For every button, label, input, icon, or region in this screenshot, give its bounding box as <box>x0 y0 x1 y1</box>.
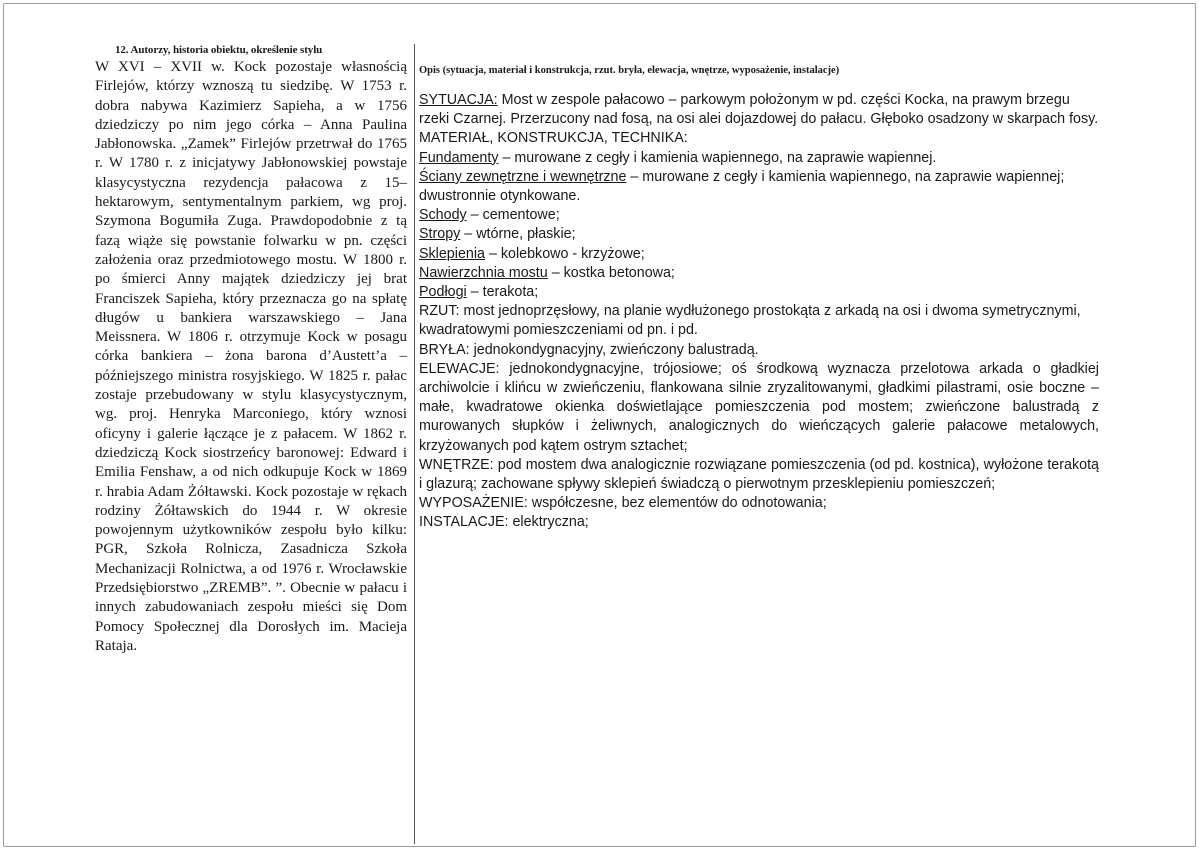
sytuacja-paragraph <box>419 91 1099 129</box>
fundamenty-line <box>419 149 1099 168</box>
sciany-label: Ściany zewnętrzne i wewnętrzne <box>419 168 627 185</box>
sklepienia-label: Sklepienia <box>419 245 485 262</box>
schody-label: Schody <box>419 207 467 224</box>
podlogi-label: Podłogi <box>419 284 467 301</box>
rzut-paragraph: RZUT: most jednoprzęsłowy, na planie wydłużonego prostokąta z arkadą na osi i dwoma symetrycznymi, kwadratowymi pomieszczeniami od pn. i pd. <box>419 303 1081 339</box>
bryla-paragraph: BRYŁA: jednokondygnacyjny, zwieńczony balustradą. <box>419 341 759 358</box>
wyposazenie-paragraph: WYPOSAŻENIE: współczesne, bez elementów do odnotowania; <box>419 495 827 512</box>
sklepienia-text: – kolebkowo - krzyżowe; <box>484 245 645 262</box>
stropy-text: – wtórne, płaskie; <box>460 226 576 243</box>
podlogi-line <box>419 283 1099 302</box>
history-text: W XVI – XVII w. Kock pozostaje własnością Firlejów, którzy wznoszą tu siedzibę. W 1753 r. dobra nabywa Kazimierz Sapieha, a w 1756 dziedziczy po nim jego córka – Anna Paulina Jabłonowska. „Zamek” Firlejów przetrwał do 1765 r. W 1780 r. z inicjatywy Jabłonowskiej powstaje klasycystyczna rezydencja pałacowa z 15–hektarowym, sentymentalnym parkiem, wg proj. Szymona Bogumiła Zuga. Prawdopodobnie z tą fazą wiąże się powstanie folwarku w pn. części założenia oraz przedmiotowego mostu. W 1800 r. po śmierci Anny majątek dziedziczy jej brat Franciszek Sapieha, który przeznacza go na spłatę długów u bankiera warszawskiego – Jana Meissnera. W 1806 r. otrzymuje Kock w posagu córka bankiera – żona barona d’Austett’a –późniejszego ministra rosyjskiego. W 1825 r. pałac zostaje przebudowany w stylu klasycystycznym, wg. proj. Henryka Marconiego, który wznosi oficyny i galerie łączące je z pałacem. W 1862 r. dziedziczą Kock siostrzeńcy baronowej: Edward i Emilia Fenshaw, a od nich odkupuje Kock w 1869 r. hrabia Adam Żółtawski. Kock pozostaje w rękach rodziny Żółtawskich do 1944 r. W okresie powojennym użytkowników zespołu było kilku: PGR, Szkoła Rolnicza, Zasadnicza Szkoła Mechanizacji Rolnictwa, a od 1976 r. Wrocławskie Przedsiębiorstwo „ZREMB”. ”. Obecnie w pałacu i innych zabudowaniach zespołu mieści się Dom Pomocy Społecznej dla Dorosłych im. Macieja Rataja. <box>95 59 407 654</box>
instalacje-paragraph: INSTALACJE: elektryczna; <box>419 514 589 531</box>
schody-line <box>419 206 1099 225</box>
description-column <box>419 65 1099 533</box>
history-header: 12. Autorzy, historia obiektu, określenie stylu <box>115 44 323 56</box>
podlogi-text: – terakota; <box>466 284 539 301</box>
elewacje-paragraph: ELEWACJE: jednokondygnacyjne, trójosiowe; oś środkową wyznacza przelotowa arkada o gładkiej archiwolcie i klińcu w zwieńczeniu, flankowana silnie zryzalitowanymi, gładkimi pilastrami, osie boczne – małe, kwadratowe okienka doświetlające pomieszczenia pod mostem; zwieńczone balustradą z murowanych słupków i żeliwnych, analogicznych do wieńczących galerie pałacowe metalowych, krzyżowanych pod kątem ostrym sztachet; <box>419 360 1099 454</box>
description-header: Opis (sytuacja, materiał i konstrukcja, rzut. bryła, elewacja, wnętrze, wyposażenie, instalacje) <box>419 65 840 76</box>
stropy-label: Stropy <box>419 226 461 243</box>
nawierzchnia-text: – kostka betonowa; <box>547 264 675 281</box>
sytuacja-label: SYTUACJA: <box>419 92 498 108</box>
column-divider <box>414 44 415 844</box>
schody-text: – cementowe; <box>466 207 560 224</box>
sciany-line <box>419 168 1099 206</box>
sklepienia-line <box>419 245 1099 264</box>
wnetrze-paragraph: WNĘTRZE: pod mostem dwa analogicznie rozwiązane pomieszczenia (od pd. kostnica), wyłożone terakotą i glazurą; zachowane spływy sklepień świadczą o pierwotnym przesklepieniu pomieszczeń; <box>419 456 1099 493</box>
nawierzchnia-line <box>419 264 1099 283</box>
stropy-line <box>419 225 1099 244</box>
material-heading: MATERIAŁ, KONSTRUKCJA, TECHNIKA: <box>419 130 688 147</box>
sciany-text: – murowane z cegły i kamienia wapiennego, na zaprawie wapiennej; dwustronnie otynkowane. <box>419 168 1065 205</box>
nawierzchnia-label: Nawierzchnia mostu <box>419 264 548 281</box>
fundamenty-text: – murowane z cegły i kamienia wapiennego, na zaprawie wapiennej. <box>498 149 937 166</box>
sytuacja-text: Most w zespole pałacowo – parkowym położonym w pd. części Kocka, na prawym brzegu rzeki Czarnej. Przerzucony nad fosą, na osi alei dojazdowej do pałacu. Głęboko osadzony w skarpach fosy. <box>419 92 1099 128</box>
history-column <box>95 44 407 656</box>
fundamenty-label: Fundamenty <box>419 149 499 166</box>
